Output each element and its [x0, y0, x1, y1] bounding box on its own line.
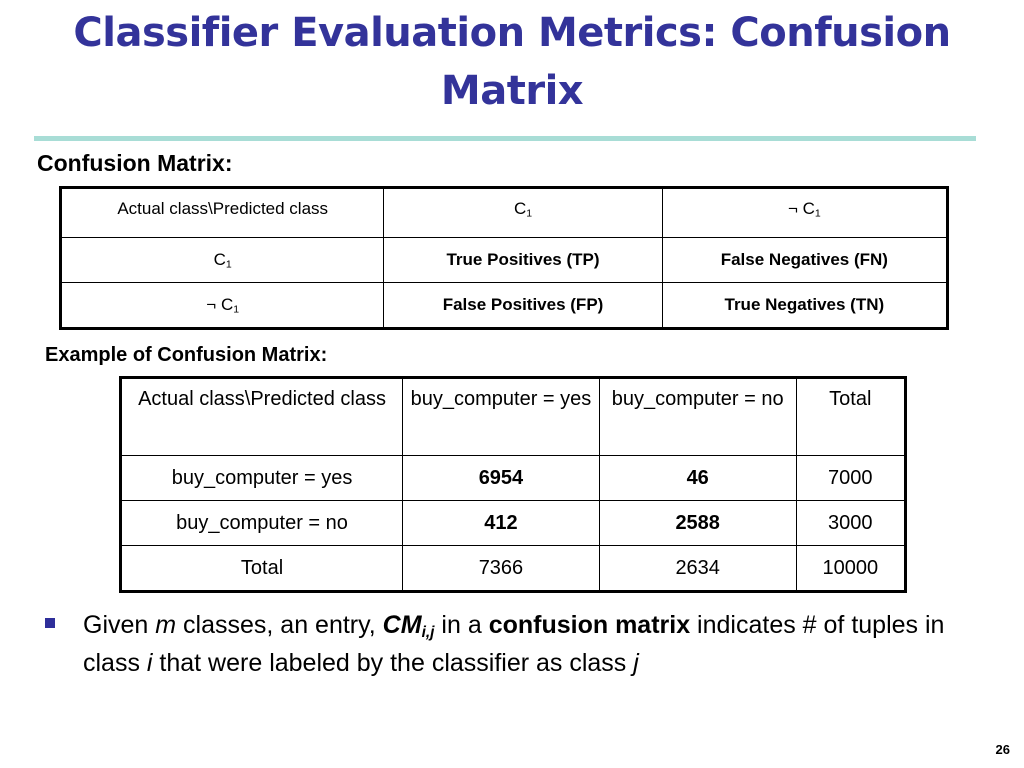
header-cell-not-c1: ¬ $C_1$ — [662, 188, 947, 238]
bullet-item — [45, 606, 1005, 682]
table-cell: 46 — [599, 456, 796, 501]
table-cell: 10000 — [796, 546, 905, 592]
table-cell: 2588 — [599, 501, 796, 546]
table-cell: 7366 — [403, 546, 600, 592]
row-label: buy_computer = no — [121, 501, 403, 546]
corner-cell: Actual class\Predicted class — [61, 188, 384, 238]
row-label-c1: $C_1$ — [61, 238, 384, 283]
slide-title: Classifier Evaluation Metrics: Confusion Matrix — [73, 10, 951, 114]
table-header-row — [61, 188, 948, 238]
cell-false-positives: False Positives (FP) — [384, 283, 662, 329]
table-cell: 3000 — [796, 501, 905, 546]
table-header-row — [121, 378, 906, 456]
header-cell-c1: $C_1$ — [384, 188, 662, 238]
example-heading: Example of Confusion Matrix: — [45, 344, 328, 366]
table-cell: 6954 — [403, 456, 600, 501]
title-divider — [34, 136, 976, 141]
confusion-matrix-table — [59, 186, 949, 330]
header-cell-total: Total — [796, 378, 905, 456]
table-cell: 2634 — [599, 546, 796, 592]
header-cell-buy-no: buy_computer = no — [599, 378, 796, 456]
cell-true-negatives: True Negatives (TN) — [662, 283, 947, 329]
table-cell: 7000 — [796, 456, 905, 501]
example-matrix-table — [119, 376, 907, 593]
row-label: buy_computer = yes — [121, 456, 403, 501]
header-cell-buy-yes: buy_computer = yes — [403, 378, 600, 456]
corner-cell: Actual class\Predicted class — [121, 378, 403, 456]
square-bullet-icon — [45, 618, 55, 628]
page-number: 26 — [995, 742, 1010, 757]
table-row — [61, 238, 948, 283]
cell-true-positives: True Positives (TP) — [384, 238, 662, 283]
table-row — [121, 456, 906, 501]
row-label: Total — [121, 546, 403, 592]
bullet-text: Given m classes, an entry, $CM_{i,j}$ in a confusion matrix indicates # of tuples in class i that were labeled by the classifier as class j — [83, 611, 945, 677]
cell-false-negatives: False Negatives (FN) — [662, 238, 947, 283]
table-row — [121, 501, 906, 546]
table-cell: 412 — [403, 501, 600, 546]
confusion-matrix-heading: Confusion Matrix: — [37, 150, 233, 176]
row-label-not-c1: ¬ $C_1$ — [61, 283, 384, 329]
table-row — [121, 546, 906, 592]
table-row — [61, 283, 948, 329]
